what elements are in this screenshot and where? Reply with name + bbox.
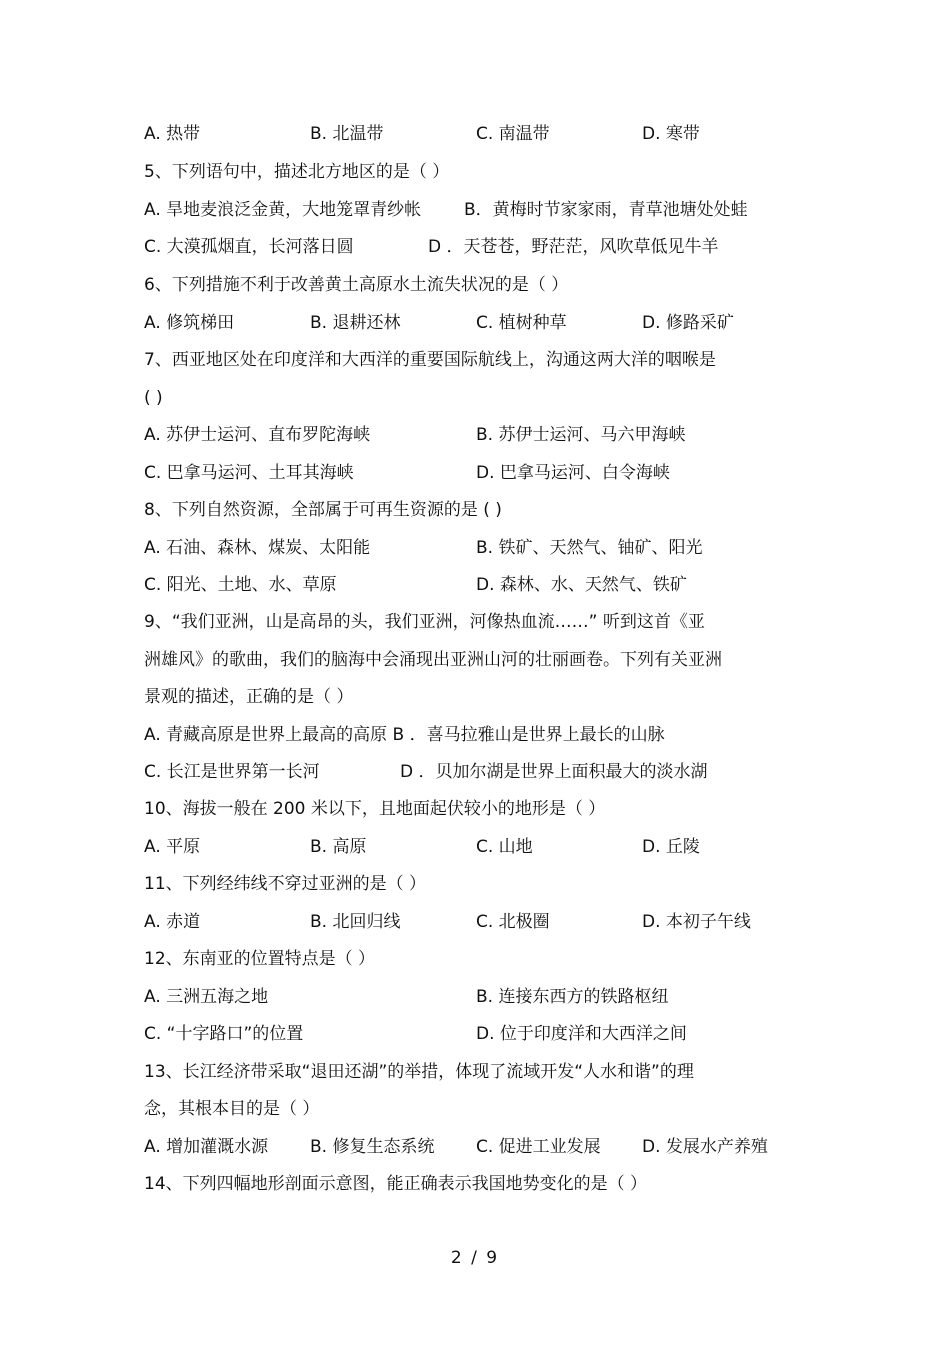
q4-option-b: B. 北温带 — [310, 124, 384, 144]
q10-option-a: A. 平原 — [144, 837, 201, 857]
q12-option-c: C. “十字路口”的位置 — [144, 1024, 304, 1044]
q9-option-d: D ．贝加尔湖是世界上面积最大的淡水湖 — [400, 762, 708, 782]
q12-stem: 12、东南亚的位置特点是（ ） — [144, 949, 376, 969]
q10-option-b: B. 高原 — [310, 837, 367, 857]
q11-option-b: B. 北回归线 — [310, 912, 401, 932]
q6-option-d: D. 修路采矿 — [642, 313, 734, 333]
q8-option-b: B. 铁矿、天然气、铀矿、阳光 — [476, 538, 703, 558]
q7-option-b: B. 苏伊士运河、马六甲海峡 — [476, 425, 686, 445]
q9-stem-line3: 景观的描述，正确的是（ ） — [144, 687, 354, 707]
q7-option-d: D. 巴拿马运河、白令海峡 — [476, 463, 670, 483]
q9-options-ab: A. 青藏高原是世界上最高的高原 B ．喜马拉雅山是世界上最长的山脉 — [144, 725, 665, 745]
q12-option-b: B. 连接东西方的铁路枢纽 — [476, 987, 669, 1007]
page-number: 2 / 9 — [450, 1248, 500, 1268]
q7-option-a: A. 苏伊士运河、直布罗陀海峡 — [144, 425, 371, 445]
q10-option-d: D. 丘陵 — [642, 837, 700, 857]
q7-stem-line1: 7、西亚地区处在印度洋和大西洋的重要国际航线上，沟通这两大洋的咽喉是 — [144, 350, 716, 370]
q5-option-b: B．黄梅时节家家雨，青草池塘处处蛙 — [464, 200, 748, 220]
q7-option-c: C. 巴拿马运河、土耳其海峡 — [144, 463, 354, 483]
q13-option-a: A. 增加灌溉水源 — [144, 1137, 269, 1157]
q6-option-c: C. 植树种草 — [476, 313, 567, 333]
q4-option-c: C. 南温带 — [476, 124, 550, 144]
q6-option-a: A. 修筑梯田 — [144, 313, 235, 333]
q7-stem-line2: ( ) — [144, 388, 163, 408]
q10-stem: 10、海拔一般在 200 米以下，且地面起伏较小的地形是（ ） — [144, 799, 606, 819]
q11-option-a: A. 赤道 — [144, 912, 201, 932]
q4-option-d: D. 寒带 — [642, 124, 700, 144]
q12-option-a: A. 三洲五海之地 — [144, 987, 269, 1007]
q6-option-b: B. 退耕还林 — [310, 313, 401, 333]
q12-option-d: D. 位于印度洋和大西洋之间 — [476, 1024, 687, 1044]
q14-stem: 14、下列四幅地形剖面示意图，能正确表示我国地势变化的是（ ） — [144, 1174, 648, 1194]
q9-stem-line1: 9、“我们亚洲，山是高昂的头，我们亚洲，河像热血流……” 听到这首《亚 — [144, 612, 705, 632]
q11-option-c: C. 北极圈 — [476, 912, 550, 932]
q5-option-c: C. 大漠孤烟直，长河落日圆 — [144, 237, 354, 257]
q4-option-a: A. 热带 — [144, 124, 201, 144]
q9-option-c: C. 长江是世界第一长河 — [144, 762, 320, 782]
q9-stem-line2: 洲雄风》的歌曲，我们的脑海中会涌现出亚洲山河的壮丽画卷。下列有关亚洲 — [144, 650, 722, 670]
q5-option-a: A. 旱地麦浪泛金黄，大地笼罩青纱帐 — [144, 200, 422, 220]
q13-option-d: D. 发展水产养殖 — [642, 1137, 768, 1157]
q8-option-c: C. 阳光、土地、水、草原 — [144, 575, 337, 595]
q8-option-a: A. 石油、森林、煤炭、太阳能 — [144, 538, 371, 558]
q13-stem-line1: 13、长江经济带采取“退田还湖”的举措，体现了流域开发“人水和谐”的理 — [144, 1062, 694, 1082]
q5-stem: 5、下列语句中，描述北方地区的是（ ） — [144, 162, 450, 182]
q13-stem-line2: 念，其根本目的是（ ） — [144, 1099, 320, 1119]
q13-option-b: B. 修复生态系统 — [310, 1137, 435, 1157]
q6-stem: 6、下列措施不利于改善黄土高原水土流失状况的是（ ） — [144, 275, 569, 295]
q10-option-c: C. 山地 — [476, 837, 533, 857]
q8-stem: 8、下列自然资源，全部属于可再生资源的是 ( ) — [144, 500, 502, 520]
q11-stem: 11、下列经纬线不穿过亚洲的是（ ） — [144, 874, 427, 894]
q11-option-d: D. 本初子午线 — [642, 912, 751, 932]
q13-option-c: C. 促进工业发展 — [476, 1137, 601, 1157]
q8-option-d: D. 森林、水、天然气、铁矿 — [476, 575, 687, 595]
q5-option-d: D ．天苍苍，野茫茫，风吹草低见牛羊 — [428, 237, 719, 257]
